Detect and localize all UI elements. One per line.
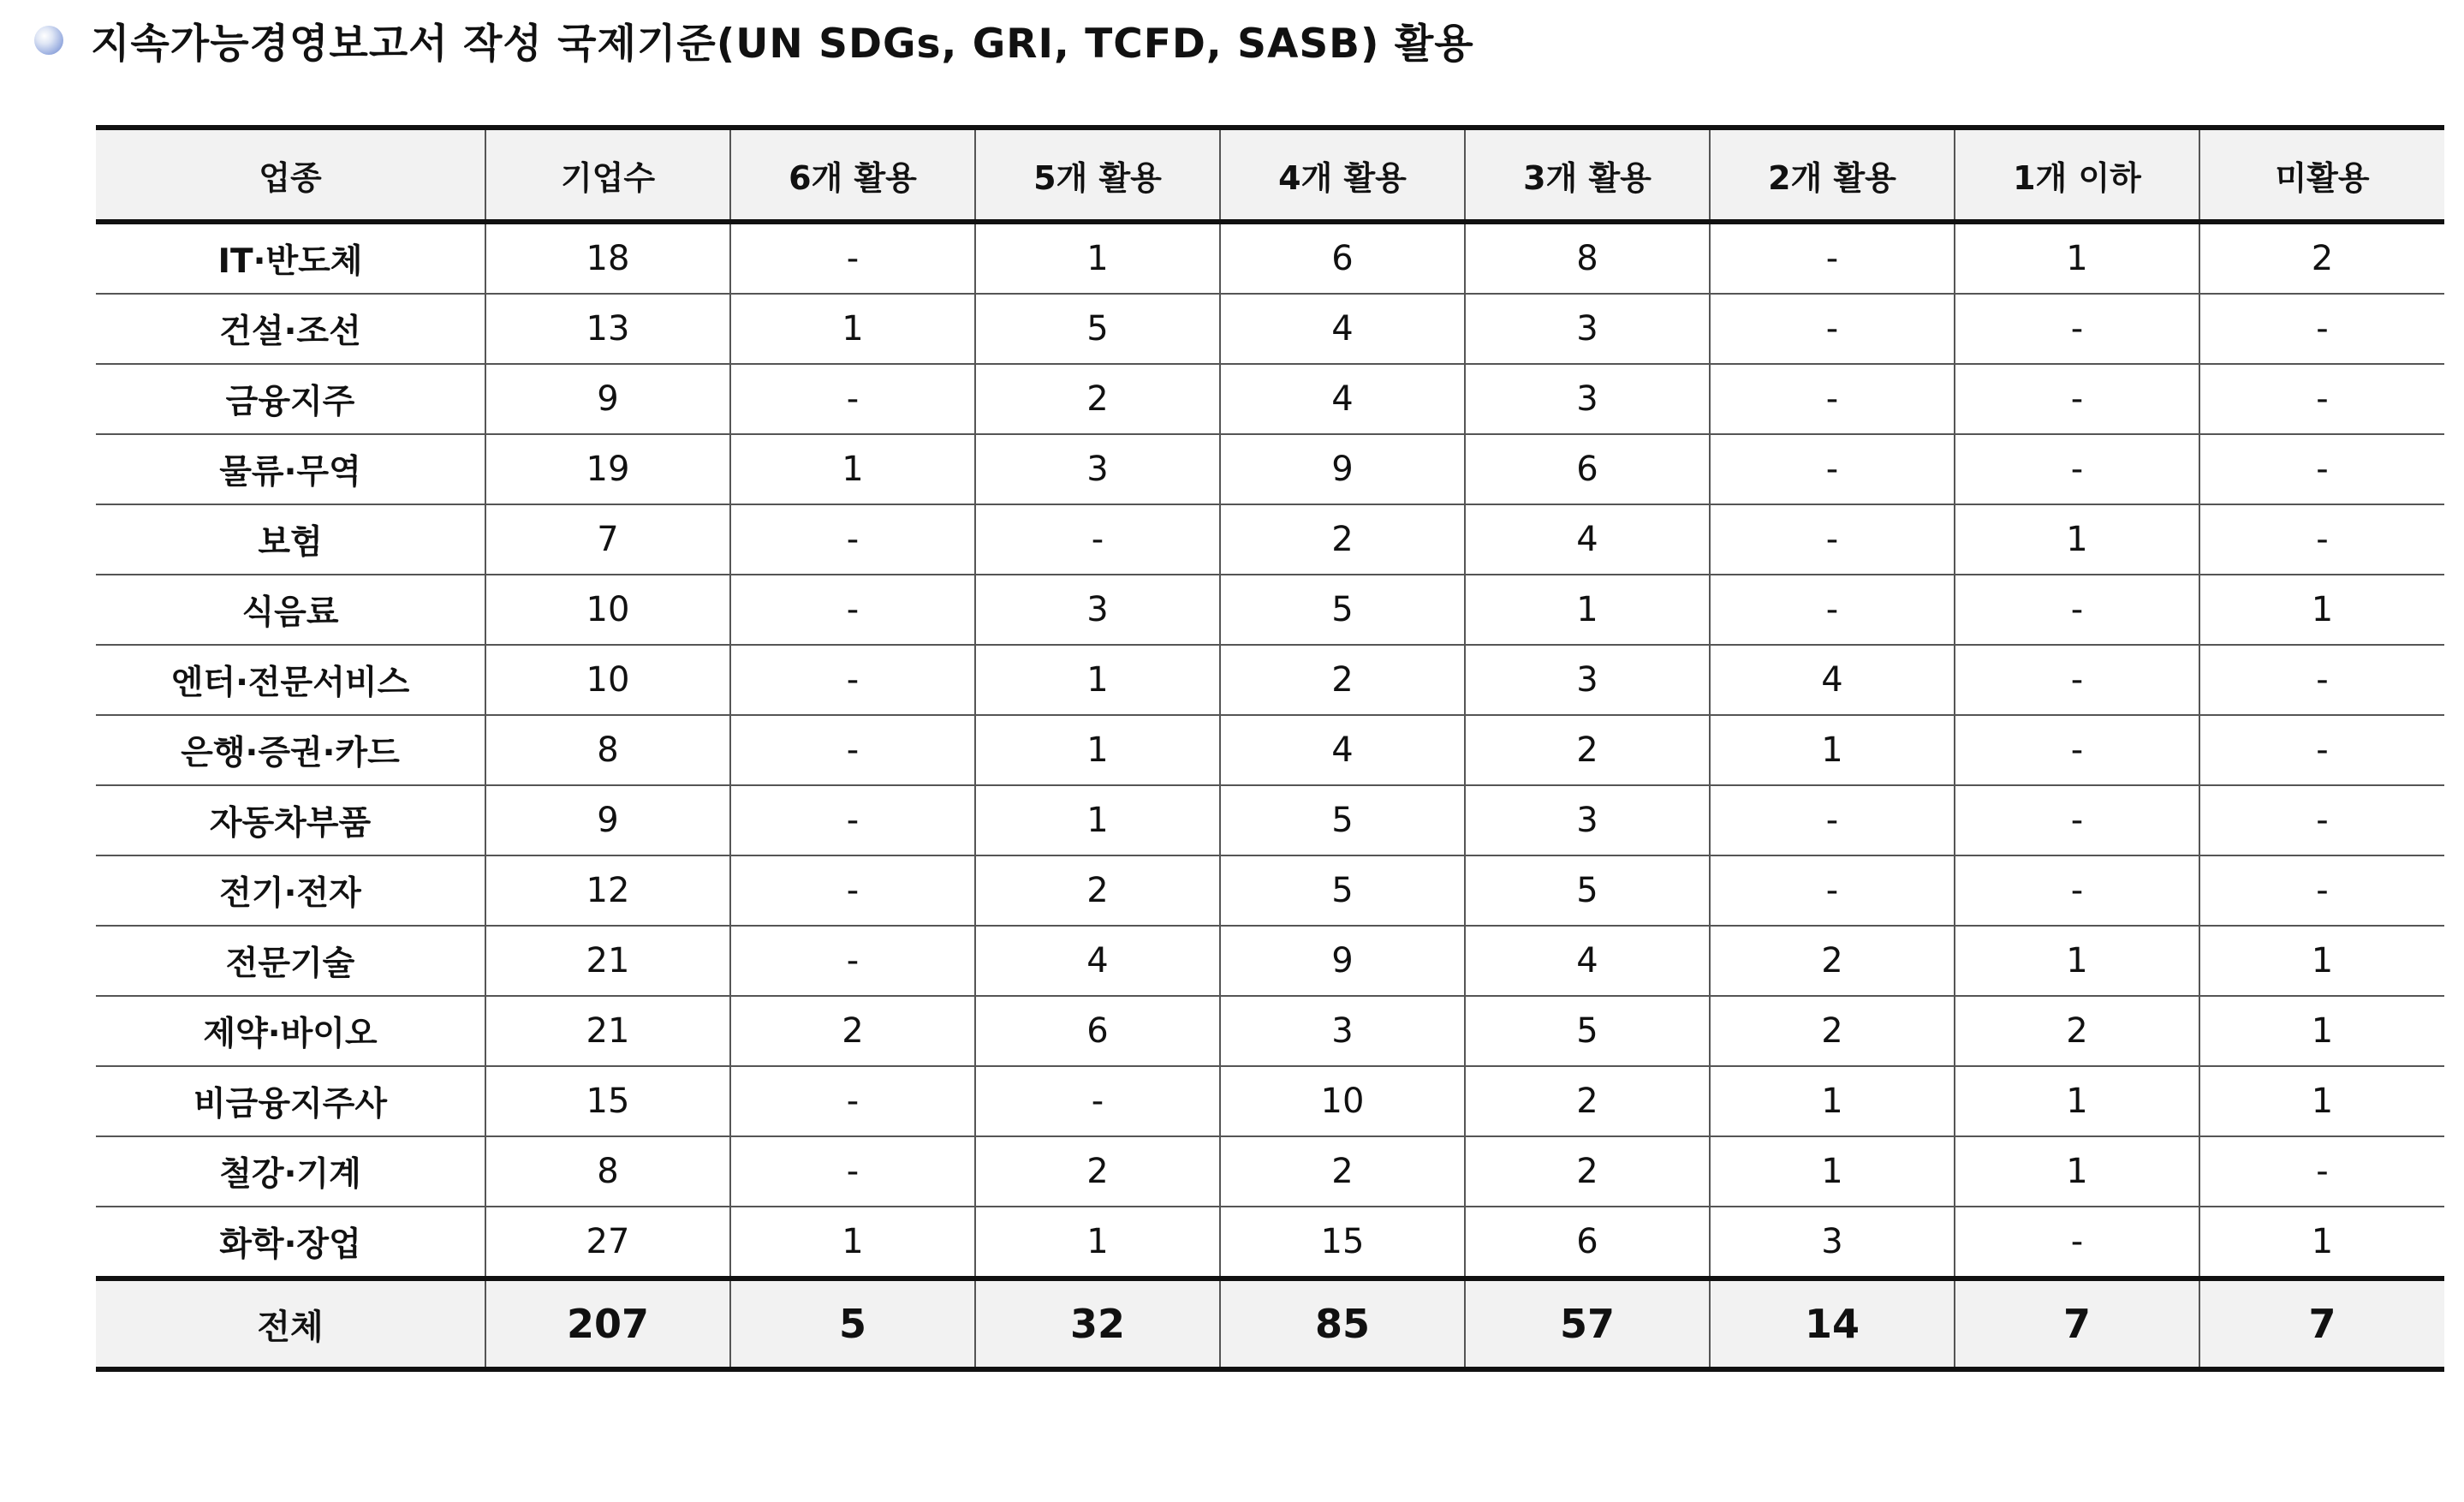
table-cell: 5 bbox=[1220, 575, 1465, 645]
table-cell: - bbox=[975, 1066, 1220, 1136]
table-cell: 2 bbox=[1955, 996, 2199, 1066]
table-cell: 2 bbox=[975, 1136, 1220, 1207]
industry-cell: 엔터·전문서비스 bbox=[96, 645, 485, 715]
table-cell: - bbox=[2199, 294, 2444, 364]
header-6-used: 6개 활용 bbox=[730, 128, 975, 222]
table-cell: - bbox=[730, 645, 975, 715]
industry-cell: 물류·무역 bbox=[96, 434, 485, 504]
total-cell: 7 bbox=[2199, 1278, 2444, 1369]
table-cell: 1 bbox=[975, 715, 1220, 785]
table-cell: - bbox=[1710, 855, 1955, 926]
table-cell: 8 bbox=[485, 715, 730, 785]
table-body bbox=[96, 222, 2444, 1278]
table-row bbox=[96, 855, 2444, 926]
table-cell: 1 bbox=[975, 645, 1220, 715]
table-cell: 3 bbox=[975, 434, 1220, 504]
industry-cell: 전문기술 bbox=[96, 926, 485, 996]
bullet-icon bbox=[34, 26, 63, 55]
industry-cell: IT·반도체 bbox=[96, 222, 485, 294]
table-cell: 3 bbox=[1465, 785, 1710, 855]
table-cell: 6 bbox=[975, 996, 1220, 1066]
table-cell: 2 bbox=[1220, 1136, 1465, 1207]
industry-cell: 보험 bbox=[96, 504, 485, 575]
industry-cell: 전기·전자 bbox=[96, 855, 485, 926]
table-row bbox=[96, 715, 2444, 785]
table-cell: 1 bbox=[1955, 1066, 2199, 1136]
table-cell: 3 bbox=[1710, 1207, 1955, 1278]
table-cell: 4 bbox=[1465, 926, 1710, 996]
table-cell: 1 bbox=[1955, 926, 2199, 996]
table-cell: 2 bbox=[1710, 926, 1955, 996]
industry-cell: 건설·조선 bbox=[96, 294, 485, 364]
table-cell: 1 bbox=[975, 1207, 1220, 1278]
table-cell: 6 bbox=[1465, 1207, 1710, 1278]
table-cell: 21 bbox=[485, 996, 730, 1066]
table-cell: 9 bbox=[485, 364, 730, 434]
table-cell: - bbox=[1955, 645, 2199, 715]
table-cell: 2 bbox=[975, 364, 1220, 434]
table-cell: 2 bbox=[1220, 504, 1465, 575]
total-cell: 7 bbox=[1955, 1278, 2199, 1369]
industry-cell: 비금융지주사 bbox=[96, 1066, 485, 1136]
table-cell: 4 bbox=[975, 926, 1220, 996]
table-cell: 2 bbox=[1710, 996, 1955, 1066]
table-cell: - bbox=[1955, 434, 2199, 504]
table-cell: 3 bbox=[1465, 294, 1710, 364]
table-cell: - bbox=[730, 364, 975, 434]
table-cell: 10 bbox=[485, 575, 730, 645]
table-cell: - bbox=[975, 504, 1220, 575]
table-cell: 1 bbox=[730, 294, 975, 364]
industry-cell: 자동차부품 bbox=[96, 785, 485, 855]
table-cell: 4 bbox=[1220, 364, 1465, 434]
industry-cell: 은행·증권·카드 bbox=[96, 715, 485, 785]
header-1-or-less: 1개 이하 bbox=[1955, 128, 2199, 222]
table-cell: - bbox=[2199, 785, 2444, 855]
table-cell: 5 bbox=[1465, 855, 1710, 926]
table-cell: - bbox=[1955, 364, 2199, 434]
table-cell: - bbox=[730, 855, 975, 926]
table-cell: 18 bbox=[485, 222, 730, 294]
table-cell: - bbox=[1710, 294, 1955, 364]
table-cell: 15 bbox=[1220, 1207, 1465, 1278]
table-cell: 12 bbox=[485, 855, 730, 926]
header-5-used: 5개 활용 bbox=[975, 128, 1220, 222]
table-row bbox=[96, 364, 2444, 434]
table-cell: - bbox=[730, 1136, 975, 1207]
table-cell: 19 bbox=[485, 434, 730, 504]
table-cell: 2 bbox=[975, 855, 1220, 926]
table-cell: 5 bbox=[1220, 855, 1465, 926]
table-cell: 2 bbox=[730, 996, 975, 1066]
table-cell: 2 bbox=[1220, 645, 1465, 715]
table-cell: 1 bbox=[2199, 926, 2444, 996]
table-cell: - bbox=[1955, 575, 2199, 645]
table-cell: 1 bbox=[1955, 1136, 2199, 1207]
table-cell: 3 bbox=[1465, 364, 1710, 434]
table-cell: - bbox=[1955, 715, 2199, 785]
industry-cell: 금융지주 bbox=[96, 364, 485, 434]
header-industry: 업종 bbox=[96, 128, 485, 222]
table-cell: - bbox=[730, 1066, 975, 1136]
total-cell: 57 bbox=[1465, 1278, 1710, 1369]
table-cell: - bbox=[730, 715, 975, 785]
table-row bbox=[96, 504, 2444, 575]
table-cell: 7 bbox=[485, 504, 730, 575]
table-cell: - bbox=[1955, 1207, 2199, 1278]
table-cell: 1 bbox=[730, 1207, 975, 1278]
table-cell: - bbox=[2199, 1136, 2444, 1207]
table-cell: 6 bbox=[1220, 222, 1465, 294]
header-not-used: 미활용 bbox=[2199, 128, 2444, 222]
table-cell: 2 bbox=[2199, 222, 2444, 294]
header-2-used: 2개 활용 bbox=[1710, 128, 1955, 222]
table-cell: 21 bbox=[485, 926, 730, 996]
table-cell: 5 bbox=[975, 294, 1220, 364]
industry-cell: 식음료 bbox=[96, 575, 485, 645]
table-row bbox=[96, 222, 2444, 294]
table-row bbox=[96, 996, 2444, 1066]
header-company-count: 기업수 bbox=[485, 128, 730, 222]
table-cell: 5 bbox=[1465, 996, 1710, 1066]
table-cell: 10 bbox=[1220, 1066, 1465, 1136]
industry-cell: 제약·바이오 bbox=[96, 996, 485, 1066]
table-row bbox=[96, 926, 2444, 996]
table-cell: 4 bbox=[1710, 645, 1955, 715]
table-cell: 1 bbox=[2199, 1066, 2444, 1136]
total-cell: 14 bbox=[1710, 1278, 1955, 1369]
table-cell: 1 bbox=[1710, 1066, 1955, 1136]
table-header-row bbox=[96, 128, 2444, 222]
table-cell: 1 bbox=[1710, 715, 1955, 785]
table-cell: 1 bbox=[1710, 1136, 1955, 1207]
table-cell: - bbox=[1710, 364, 1955, 434]
table-cell: - bbox=[2199, 715, 2444, 785]
table-cell: - bbox=[1955, 294, 2199, 364]
table-cell: 9 bbox=[1220, 926, 1465, 996]
table-cell: 1 bbox=[1955, 504, 2199, 575]
table-cell: 8 bbox=[1465, 222, 1710, 294]
table-cell: - bbox=[1710, 434, 1955, 504]
page-title: 지속가능경영보고서 작성 국제기준(UN SDGs, GRI, TCFD, SASB) 활용 bbox=[91, 20, 1474, 68]
table-cell: 27 bbox=[485, 1207, 730, 1278]
table-row bbox=[96, 1136, 2444, 1207]
table-cell: - bbox=[730, 785, 975, 855]
table-cell: - bbox=[1955, 785, 2199, 855]
table-row bbox=[96, 1207, 2444, 1278]
header-4-used: 4개 활용 bbox=[1220, 128, 1465, 222]
table-cell: 10 bbox=[485, 645, 730, 715]
table-cell: 2 bbox=[1465, 1136, 1710, 1207]
header-3-used: 3개 활용 bbox=[1465, 128, 1710, 222]
table-cell: - bbox=[730, 222, 975, 294]
table-cell: 9 bbox=[485, 785, 730, 855]
table-cell: 4 bbox=[1465, 504, 1710, 575]
table-cell: - bbox=[1710, 785, 1955, 855]
table-row bbox=[96, 645, 2444, 715]
industry-cell: 화학·장업 bbox=[96, 1207, 485, 1278]
table-cell: 1 bbox=[975, 785, 1220, 855]
table-cell: - bbox=[1710, 504, 1955, 575]
table-cell: 9 bbox=[1220, 434, 1465, 504]
industry-cell: 철강·기계 bbox=[96, 1136, 485, 1207]
table-row bbox=[96, 1066, 2444, 1136]
table-cell: 3 bbox=[975, 575, 1220, 645]
table-row bbox=[96, 575, 2444, 645]
table-cell: - bbox=[1710, 222, 1955, 294]
table-cell: - bbox=[2199, 364, 2444, 434]
table-cell: - bbox=[2199, 855, 2444, 926]
table-cell: 2 bbox=[1465, 1066, 1710, 1136]
table-cell: 3 bbox=[1220, 996, 1465, 1066]
table-row bbox=[96, 294, 2444, 364]
table-cell: 4 bbox=[1220, 715, 1465, 785]
table-cell: 5 bbox=[1220, 785, 1465, 855]
table-cell: - bbox=[730, 575, 975, 645]
table-cell: 1 bbox=[730, 434, 975, 504]
table-cell: - bbox=[2199, 434, 2444, 504]
table-cell: 1 bbox=[1465, 575, 1710, 645]
table-cell: - bbox=[1710, 575, 1955, 645]
table-cell: 1 bbox=[1955, 222, 2199, 294]
table-row bbox=[96, 434, 2444, 504]
table-cell: - bbox=[730, 926, 975, 996]
table-cell: 6 bbox=[1465, 434, 1710, 504]
title-row bbox=[34, 10, 1474, 70]
total-cell: 32 bbox=[975, 1278, 1220, 1369]
table-cell: 4 bbox=[1220, 294, 1465, 364]
standards-usage-table bbox=[96, 125, 2444, 1372]
table-cell: 1 bbox=[2199, 575, 2444, 645]
table-row bbox=[96, 785, 2444, 855]
table-cell: 1 bbox=[975, 222, 1220, 294]
table-cell: - bbox=[1955, 855, 2199, 926]
total-cell: 85 bbox=[1220, 1278, 1465, 1369]
table-cell: 1 bbox=[2199, 996, 2444, 1066]
table-cell: 1 bbox=[2199, 1207, 2444, 1278]
total-cell: 5 bbox=[730, 1278, 975, 1369]
table-cell: 2 bbox=[1465, 715, 1710, 785]
total-label: 전체 bbox=[96, 1278, 485, 1369]
table-cell: 8 bbox=[485, 1136, 730, 1207]
table-cell: 15 bbox=[485, 1066, 730, 1136]
total-cell: 207 bbox=[485, 1278, 730, 1369]
table-cell: 13 bbox=[485, 294, 730, 364]
table-cell: - bbox=[730, 504, 975, 575]
table-cell: - bbox=[2199, 645, 2444, 715]
table-cell: 3 bbox=[1465, 645, 1710, 715]
table-total-row bbox=[96, 1278, 2444, 1369]
table-cell: - bbox=[2199, 504, 2444, 575]
